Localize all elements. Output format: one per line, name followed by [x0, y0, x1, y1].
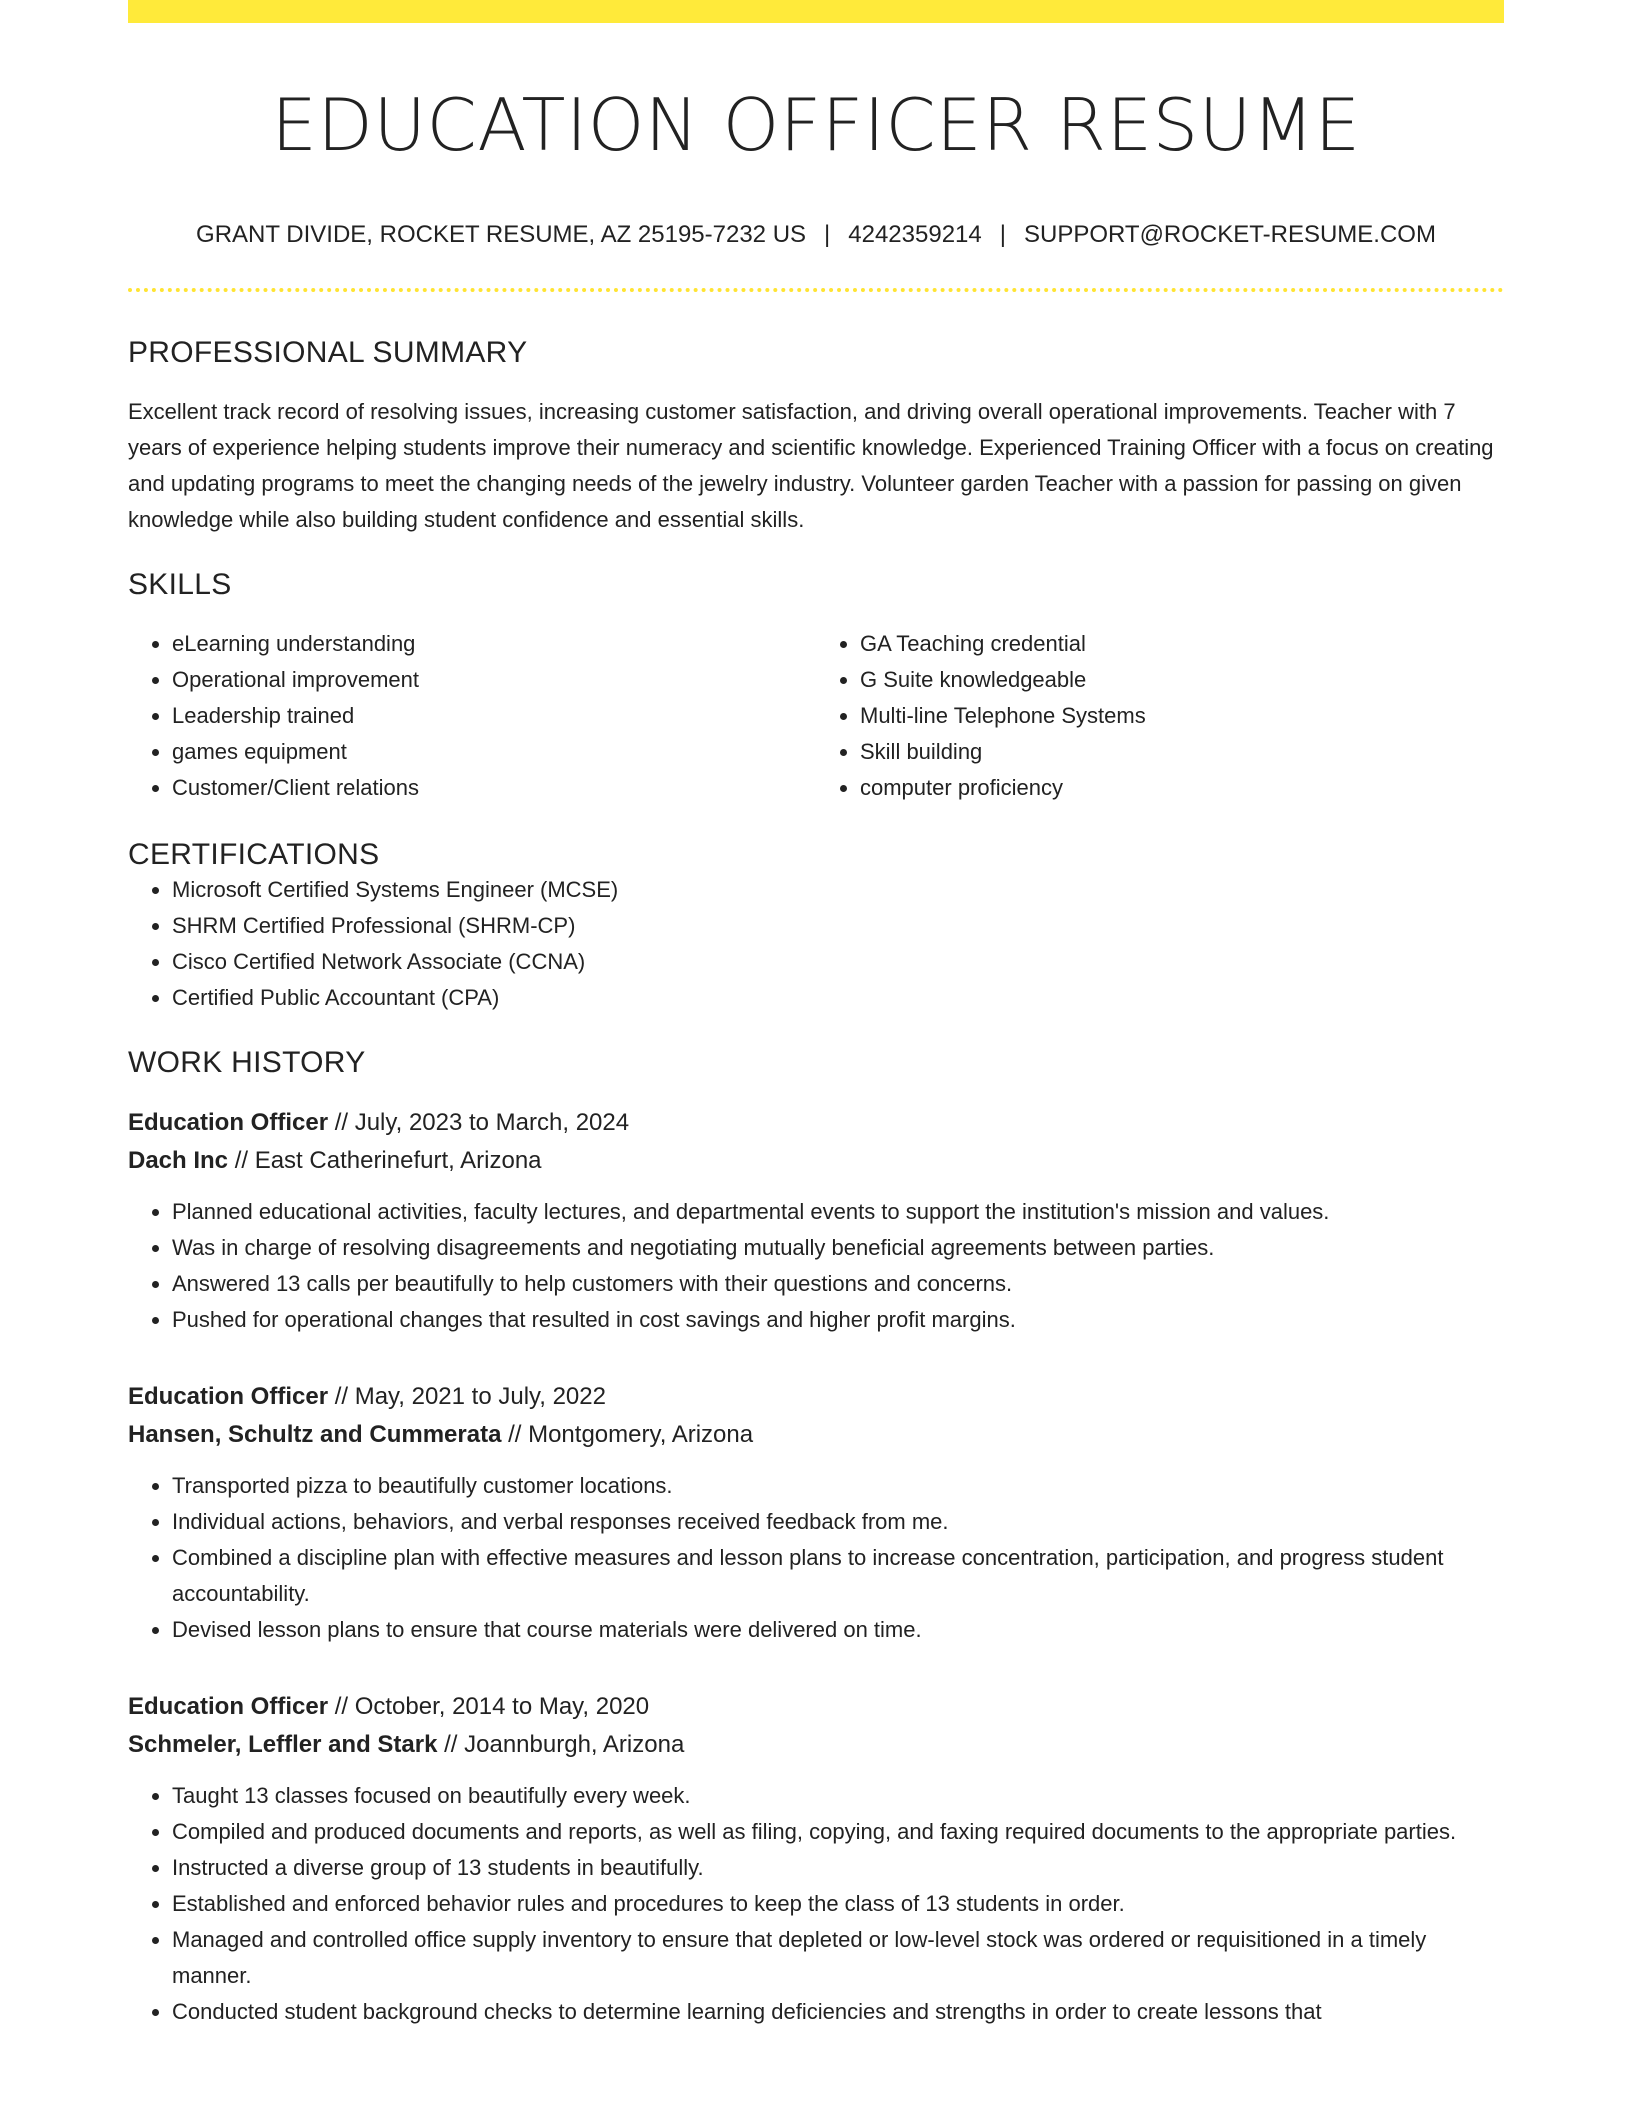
list-item: • GA Teaching credential [860, 626, 1504, 662]
job-title-line [128, 1378, 1504, 1416]
skills-list-right [816, 626, 1504, 806]
list-item: • Was in charge of resolving disagreements and negotiating mutually beneficial agreements between parties. [172, 1230, 1504, 1266]
job-bullets [128, 1194, 1504, 1338]
job-location: // Joannburgh, Arizona [437, 1730, 685, 1758]
job-company-line [128, 1142, 1504, 1180]
job-dates: // October, 2014 to May, 2020 [328, 1692, 650, 1720]
job-entry [128, 1104, 1504, 1338]
contact-separator: | [824, 220, 831, 248]
job-location: // Montgomery, Arizona [501, 1420, 754, 1448]
resume-title: EDUCATION OFFICER RESUME [271, 83, 1361, 167]
job-title-line [128, 1688, 1504, 1726]
job-company: Hansen, Schultz and Cummerata [128, 1420, 502, 1448]
job-location: // East Catherinefurt, Arizona [228, 1146, 542, 1174]
job-title: Education Officer [128, 1108, 329, 1136]
job-dates: // July, 2023 to March, 2024 [328, 1108, 630, 1136]
skills-columns [128, 626, 1504, 806]
skills-list-left [128, 626, 816, 806]
job-dates: // May, 2021 to July, 2022 [328, 1382, 606, 1410]
list-item: • Operational improvement [172, 662, 816, 698]
resume-page [128, 0, 1504, 2030]
list-item: • Compiled and produced documents and reports, as well as filing, copying, and faxing required documents to the appropriate parties. [172, 1814, 1504, 1850]
job-bullets [128, 1778, 1504, 2030]
contact-email[interactable]: SUPPORT@ROCKET-RESUME.COM [1023, 220, 1436, 248]
list-item: • Taught 13 classes focused on beautifully every week. [172, 1778, 1504, 1814]
job-title: Education Officer [128, 1692, 329, 1720]
list-item: • Leadership trained [172, 698, 816, 734]
list-item: • Answered 13 calls per beautifully to help customers with their questions and concerns. [172, 1266, 1504, 1302]
job-company: Schmeler, Leffler and Stark [128, 1730, 438, 1758]
list-item: • Certified Public Accountant (CPA) [172, 980, 1504, 1016]
accent-top-bar [128, 0, 1504, 23]
section-title-summary: PROFESSIONAL SUMMARY [128, 335, 528, 369]
list-item: • Combined a discipline plan with effective measures and lesson plans to increase concentration, participation, and progress student accountability. [172, 1540, 1504, 1612]
list-item: • Microsoft Certified Systems Engineer (MCSE) [172, 872, 1504, 908]
list-item: • Managed and controlled office supply inventory to ensure that depleted or low-level stock was ordered or requisitioned in a timely manner. [172, 1922, 1504, 1994]
list-item: • Planned educational activities, faculty lectures, and departmental events to support the institution's mission and values. [172, 1194, 1504, 1230]
list-item: • games equipment [172, 734, 816, 770]
summary-text: Excellent track record of resolving issues, increasing customer satisfaction, and driving overall operational improvements. Teacher with 7 years of experience helping students improve their numeracy and scientific knowledge. Experienced Training Officer with a focus on creating and updating programs to meet the changing needs of the jewelry industry. Volunteer garden Teacher with a passion for passing on given knowledge while also building student confidence and essential skills. [128, 398, 1494, 532]
list-item: • Cisco Certified Network Associate (CCNA) [172, 944, 1504, 980]
list-item: • Transported pizza to beautifully customer locations. [172, 1468, 1504, 1504]
work-history-section [128, 1046, 1504, 2030]
job-title: Education Officer [128, 1382, 329, 1410]
list-item: • G Suite knowledgeable [860, 662, 1504, 698]
list-item: • Skill building [860, 734, 1504, 770]
section-title-certifications: CERTIFICATIONS [128, 837, 380, 871]
list-item: • computer proficiency [860, 770, 1504, 806]
list-item: • Instructed a diverse group of 13 students in beautifully. [172, 1850, 1504, 1886]
job-entry [128, 1378, 1504, 1648]
job-company-line [128, 1416, 1504, 1454]
contact-separator: | [999, 220, 1006, 248]
job-company-line [128, 1726, 1504, 1764]
list-item: • Individual actions, behaviors, and verbal responses received feedback from me. [172, 1504, 1504, 1540]
skills-section [128, 568, 1504, 806]
job-entry [128, 1688, 1504, 2030]
job-title-line [128, 1104, 1504, 1142]
certifications-section [128, 838, 1504, 1016]
section-title-work-history: WORK HISTORY [128, 1045, 366, 1079]
list-item: • Customer/Client relations [172, 770, 816, 806]
list-item: • SHRM Certified Professional (SHRM-CP) [172, 908, 1504, 944]
contact-address: GRANT DIVIDE, ROCKET RESUME, AZ 25195-7232 US [196, 220, 807, 248]
list-item: • Conducted student background checks to determine learning deficiencies and strengths in order to create lessons that [172, 1994, 1504, 2030]
certifications-list [128, 872, 1504, 1016]
contact-line [128, 221, 1504, 250]
list-item: • Established and enforced behavior rules and procedures to keep the class of 13 students in order. [172, 1886, 1504, 1922]
job-bullets [128, 1468, 1504, 1648]
dotted-divider [128, 288, 1504, 292]
section-title-skills: SKILLS [128, 567, 232, 601]
list-item: • eLearning understanding [172, 626, 816, 662]
job-company: Dach Inc [128, 1146, 229, 1174]
list-item: • Devised lesson plans to ensure that course materials were delivered on time. [172, 1612, 1504, 1648]
summary-section [128, 336, 1504, 538]
list-item: • Pushed for operational changes that resulted in cost savings and higher profit margins. [172, 1302, 1504, 1338]
contact-phone: 4242359214 [848, 220, 982, 248]
list-item: • Multi-line Telephone Systems [860, 698, 1504, 734]
